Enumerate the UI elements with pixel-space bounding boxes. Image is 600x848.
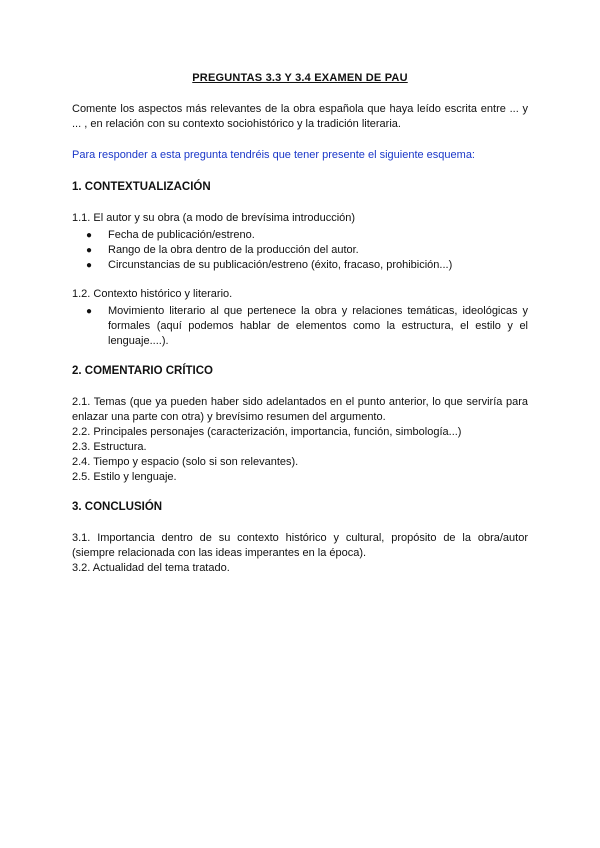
conclusion-items bbox=[72, 531, 528, 576]
list-item: 2.3. Estructura. bbox=[72, 441, 147, 453]
bullet-icon: ● bbox=[86, 230, 93, 241]
list-item: 2.4. Tiempo y espacio (solo si son relevantes). bbox=[72, 456, 299, 468]
list-item-text: Movimiento literario al que pertenece la obra y relaciones temáticas, ideológicas y formales (aquí podemos hablar de elementos como la estructura, el estilo y el lenguaje....). bbox=[108, 305, 528, 347]
document-title: PREGUNTAS 3.3 Y 3.4 EXAMEN DE PAU bbox=[192, 72, 408, 84]
section-heading-contextualizacion: 1. CONTEXTUALIZACIÓN bbox=[72, 181, 211, 193]
list-item: 2.1. Temas (que ya pueden haber sido adelantados en el punto anterior, lo que serviría para enlazar una parte con otra) y brevísimo resumen del argumento. bbox=[72, 396, 528, 423]
list-item: 2.2. Principales personajes (caracterización, importancia, función, simbología...) bbox=[72, 426, 462, 438]
bullet-icon: ● bbox=[86, 260, 93, 271]
list-item-text: Rango de la obra dentro de la producción del autor. bbox=[108, 244, 359, 256]
list-item-text: Circunstancias de su publicación/estreno (éxito, fracaso, prohibición...) bbox=[108, 259, 453, 271]
list-item: 3.1. Importancia dentro de su contexto histórico y cultural, propósito de la obra/autor (siempre relacionada con las ideas imperantes en la época). bbox=[72, 532, 528, 559]
bullet-icon: ● bbox=[86, 306, 93, 317]
list-item bbox=[86, 243, 528, 258]
subsection-label: 1.1. El autor y su obra (a modo de brevísima introducción) bbox=[72, 212, 356, 224]
comentario-items bbox=[72, 395, 528, 485]
list-item: 2.5. Estilo y lenguaje. bbox=[72, 471, 177, 483]
list-item bbox=[86, 304, 528, 349]
document-body bbox=[72, 72, 528, 592]
intro-paragraph: Comente los aspectos más relevantes de la obra española que haya leído escrita entre ... y ... , en relación con su contexto sociohistórico y la tradición literaria. bbox=[72, 103, 528, 130]
bullet-icon: ● bbox=[86, 245, 93, 256]
list-item bbox=[86, 228, 528, 243]
section-heading-conclusion: 3. CONCLUSIÓN bbox=[72, 501, 163, 513]
list-item: 3.2. Actualidad del tema tratado. bbox=[72, 562, 230, 574]
list-item-text: Fecha de publicación/estreno. bbox=[108, 229, 255, 241]
section-heading-comentario-critico: 2. COMENTARIO CRÍTICO bbox=[72, 365, 213, 377]
instruction-note: Para responder a esta pregunta tendréis que tener presente el siguiente esquema: bbox=[72, 149, 475, 161]
list-item bbox=[86, 258, 528, 273]
bullet-list bbox=[72, 304, 528, 349]
bullet-list bbox=[72, 228, 528, 273]
subsection-label: 1.2. Contexto histórico y literario. bbox=[72, 288, 233, 300]
